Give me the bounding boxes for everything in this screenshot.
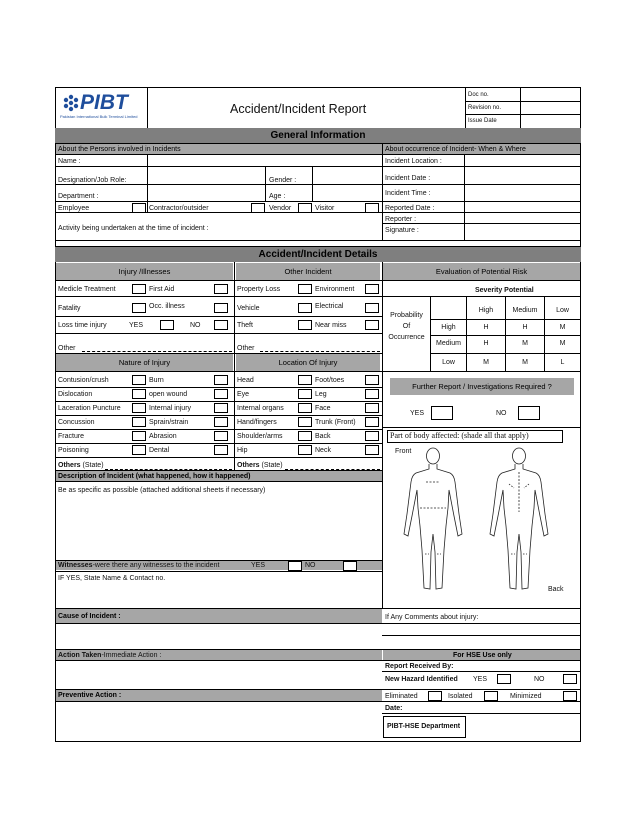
location-item-label: Hip [237, 447, 248, 454]
grid-row-divider [55, 401, 382, 402]
severity-col-medium: Medium [512, 307, 538, 314]
severity-col-low: Low [556, 307, 569, 314]
grid-row-divider [55, 443, 382, 444]
signature-field[interactable] [465, 224, 580, 239]
location2-item-label: Neck [315, 447, 331, 454]
property-loss-label: Property Loss [237, 286, 281, 293]
location2-item-checkbox[interactable] [365, 445, 379, 455]
witness-hint: IF YES, State Name & Contact no. [58, 575, 166, 582]
nature-item-checkbox[interactable] [132, 389, 146, 399]
isolated-checkbox[interactable] [484, 691, 498, 701]
loss-time-yes-checkbox[interactable] [160, 320, 174, 330]
fatality-label: Fatality [58, 305, 81, 312]
others-location-field[interactable] [285, 458, 380, 470]
department-field[interactable] [148, 185, 264, 201]
further-report-header: Further Report / Investigations Required ? [390, 378, 574, 395]
cause-header: Cause of Incident : [56, 609, 382, 623]
near-miss-label: Near miss [315, 322, 347, 329]
location2-item-checkbox[interactable] [365, 431, 379, 441]
near-miss-checkbox[interactable] [365, 320, 379, 330]
theft-checkbox[interactable] [298, 320, 312, 330]
preventive-field[interactable] [56, 702, 381, 741]
location2-item-label: Leg [315, 391, 327, 398]
nature2-item-label: Dental [149, 447, 170, 454]
location2-item-checkbox[interactable] [365, 403, 379, 413]
loss-time-label: Loss time injury [58, 322, 107, 329]
risk-cell: M [483, 359, 489, 366]
location2-item-label: Back [315, 433, 331, 440]
others-nature-label: Others (State) [58, 462, 104, 469]
revision-no-label: Revision no. [468, 105, 502, 111]
department-label: Department : [58, 193, 99, 200]
location2-item-label: Trunk (Front) [315, 419, 356, 426]
hazard-no-label: NO [534, 676, 545, 683]
nature2-item-label: open wound [149, 391, 188, 398]
gender-field[interactable] [313, 167, 381, 184]
other-injury-field[interactable] [82, 337, 232, 352]
medicle-treatment-checkbox[interactable] [132, 284, 146, 294]
date-label: Date: [385, 705, 403, 712]
others-nature-field[interactable] [105, 458, 232, 470]
location2-item-checkbox[interactable] [365, 375, 379, 385]
issue-date-field[interactable] [521, 115, 580, 127]
occ-illness-checkbox[interactable] [214, 303, 228, 313]
age-label: Age : [269, 193, 286, 200]
minimized-checkbox[interactable] [563, 691, 577, 701]
isolated-label: Isolated [448, 693, 473, 700]
nature2-item-checkbox[interactable] [214, 389, 228, 399]
risk-cell: L [560, 359, 565, 366]
minimized-label: Minimized [510, 693, 542, 700]
risk-cell: M [559, 324, 566, 331]
vehicle-checkbox[interactable] [298, 303, 312, 313]
general-info-bar: General Information [55, 128, 581, 143]
risk-cell: M [522, 340, 528, 347]
probability-line-3: Occurrence [388, 334, 425, 341]
risk-cell: H [522, 324, 528, 331]
severity-header: Severity Potential [475, 287, 534, 294]
body-diagram-title: Part of body affected: (shade all that apply) [390, 431, 529, 440]
location-item-checkbox[interactable] [298, 389, 312, 399]
persons-header: About the Persons involved in Incidents [56, 144, 382, 154]
comments-label: If Any Comments about injury: [385, 614, 479, 621]
witness-yes-checkbox[interactable] [288, 561, 302, 571]
activity-label: Activity being undertaken at the time of incident : [58, 225, 209, 232]
incident-date-field[interactable] [465, 167, 580, 184]
logo-text: PIBT [80, 91, 128, 114]
incident-location-label: Incident Location : [385, 158, 442, 165]
visitor-label: Visitor [315, 205, 335, 212]
injury-header: Injury /Illnesses [56, 263, 233, 280]
nature-item-label: Contusion/crush [58, 377, 109, 384]
signature-label: Signature : [385, 227, 419, 234]
nature-item-checkbox[interactable] [132, 403, 146, 413]
further-yes-label: YES [410, 410, 425, 417]
nature-item-label: Fracture [58, 433, 85, 440]
reporter-field[interactable] [465, 213, 580, 223]
incident-time-field[interactable] [465, 185, 580, 201]
witnesses-label: Witnesses-were there any witnesses to the incident [58, 562, 220, 569]
nature2-item-checkbox[interactable] [214, 445, 228, 455]
gender-label: Gender : [269, 177, 297, 184]
occ-illness-label: Occ. illness [149, 303, 185, 310]
incident-time-label: Incident Time : [385, 190, 431, 197]
nature-item-checkbox[interactable] [132, 445, 146, 455]
body-front-figure[interactable] [398, 442, 468, 594]
reported-date-field[interactable] [465, 202, 580, 212]
loss-time-no-checkbox[interactable] [214, 320, 228, 330]
prob-row-low: Low [442, 359, 455, 366]
designation-label: Designation/Job Role: [58, 177, 127, 184]
details-bar: Accident/Incident Details [55, 247, 581, 262]
logo-divider [147, 87, 148, 128]
nature2-item-checkbox[interactable] [214, 431, 228, 441]
description-hint: Be as specific as possible (attached additional sheets if necessary) [58, 487, 266, 494]
name-label: Name : [58, 158, 81, 165]
loss-time-yes: YES [129, 322, 144, 329]
eliminated-label: Eliminated [385, 693, 418, 700]
location2-item-label: Face [315, 405, 331, 412]
location-item-label: Head [237, 377, 254, 384]
nature2-item-label: Sprain/strain [149, 419, 189, 426]
hse-signature-field[interactable] [466, 716, 580, 740]
theft-label: Theft [237, 322, 253, 329]
prob-row-medium: Medium [436, 340, 461, 347]
reported-date-label: Reported Date : [385, 205, 435, 212]
environment-label: Environment [315, 286, 355, 293]
hazard-yes-label: YES [473, 676, 488, 683]
contractor-label: Contractor/outsider [149, 205, 209, 212]
electrical-label: Electrical [315, 303, 344, 310]
probability-line-1: Probability [390, 312, 423, 319]
others-location-label: Others (State) [237, 462, 283, 469]
electrical-checkbox[interactable] [365, 303, 379, 313]
preventive-header: Preventive Action : [56, 690, 382, 701]
report-received-label: Report Received By: [385, 663, 454, 670]
other-incident-label: Other [237, 345, 255, 352]
location-item-label: Shoulder/arms [237, 433, 283, 440]
action-label: Action Taken-Immediate Action : [58, 652, 162, 659]
risk-cell: M [522, 359, 528, 366]
action-field[interactable] [56, 661, 381, 689]
risk-cell: M [559, 340, 566, 347]
hazard-yes-checkbox[interactable] [497, 674, 511, 684]
location-header: Location Of Injury [236, 354, 380, 371]
prob-row-high: High [441, 324, 456, 331]
hazard-no-checkbox[interactable] [563, 674, 577, 684]
location-item-checkbox[interactable] [298, 445, 312, 455]
location-item-checkbox[interactable] [298, 403, 312, 413]
vendor-label: Vendor [269, 205, 292, 212]
nature2-item-checkbox[interactable] [214, 417, 228, 427]
witness-details-field[interactable] [56, 584, 381, 607]
environment-checkbox[interactable] [365, 284, 379, 294]
evaluation-header: Evaluation of Potential Risk [383, 263, 580, 280]
severity-col-high: High [478, 307, 494, 314]
eliminated-checkbox[interactable] [428, 691, 442, 701]
first-aid-label: First Aid [149, 286, 175, 293]
location-item-label: Eye [237, 391, 250, 398]
cause-field[interactable] [56, 624, 381, 648]
location-item-label: Internal organs [237, 405, 284, 412]
nature2-item-label: Abrasion [149, 433, 177, 440]
further-no-checkbox[interactable] [518, 406, 540, 420]
witness-no-checkbox[interactable] [343, 561, 357, 571]
incident-location-field[interactable] [465, 155, 580, 166]
employee-label: Employee [58, 205, 90, 212]
activity-field[interactable] [240, 214, 381, 239]
witness-no-label: NO [305, 562, 316, 569]
nature2-item-checkbox[interactable] [214, 375, 228, 385]
description-header: Description of Incident (what happened, how it happened) [56, 471, 382, 481]
reporter-label: Reporter : [385, 216, 417, 223]
location-item-checkbox[interactable] [298, 375, 312, 385]
nature2-item-label: Burn [149, 377, 164, 384]
logo-subtitle: Pakistan International Bulk Terminal Limited [60, 114, 138, 119]
nature-header: Nature of Injury [56, 354, 233, 371]
nature-item-checkbox[interactable] [132, 417, 146, 427]
location2-item-label: Foot/toes [315, 377, 345, 384]
name-field[interactable] [148, 155, 381, 166]
further-yes-checkbox[interactable] [431, 406, 453, 420]
vehicle-label: Vehicle [237, 305, 260, 312]
form-title: Accident/Incident Report [230, 102, 367, 116]
description-field[interactable] [56, 497, 381, 559]
property-loss-checkbox[interactable] [298, 284, 312, 294]
nature-item-checkbox[interactable] [132, 431, 146, 441]
location-item-label: Hand/fingers [237, 419, 277, 426]
other-incident-field[interactable] [260, 337, 380, 352]
nature-item-label: Poisoning [58, 447, 89, 454]
location2-item-checkbox[interactable] [365, 417, 379, 427]
hse-department-label: PIBT-HSE Department [387, 723, 461, 730]
incident-date-label: Incident Date : [385, 175, 431, 182]
location-item-checkbox[interactable] [298, 417, 312, 427]
location-item-checkbox[interactable] [298, 431, 312, 441]
probability-line-2: Of [402, 323, 411, 330]
nature-item-label: Laceration Puncture [58, 405, 121, 412]
doc-no-label: Doc no. [468, 92, 489, 98]
nature2-item-checkbox[interactable] [214, 403, 228, 413]
comments-field[interactable] [383, 624, 580, 648]
risk-cell: H [483, 324, 489, 331]
location2-item-checkbox[interactable] [365, 389, 379, 399]
hse-header: For HSE Use only [383, 650, 580, 660]
nature-item-label: Concussion [58, 419, 95, 426]
revision-no-field[interactable] [521, 102, 580, 114]
pibt-logo [58, 90, 144, 124]
issue-date-label: Issue Date [468, 118, 497, 124]
front-label: Front [395, 448, 412, 455]
new-hazard-label: New Hazard Identified [385, 676, 458, 683]
nature-item-checkbox[interactable] [132, 375, 146, 385]
doc-no-field[interactable] [521, 88, 580, 100]
body-back-figure[interactable] [484, 442, 554, 594]
nature-item-label: Dislocation [58, 391, 93, 398]
other-incident-header: Other Incident [236, 263, 380, 280]
designation-field[interactable] [148, 167, 264, 184]
loss-time-no: NO [190, 322, 201, 329]
grid-row-divider [55, 415, 382, 416]
grid-row-divider [55, 387, 382, 388]
grid-row-divider [55, 429, 382, 430]
risk-cell: H [483, 340, 489, 347]
logo-mark [64, 95, 78, 111]
fatality-checkbox[interactable] [132, 303, 146, 313]
age-field[interactable] [313, 185, 381, 201]
medicle-treatment-label: Medicle Treatment [58, 286, 116, 293]
witness-yes-label: YES [251, 562, 266, 569]
occurrence-header: About occurrence of Incident- When & Where [383, 144, 580, 154]
nature2-item-label: Internal injury [149, 405, 192, 412]
first-aid-checkbox[interactable] [214, 284, 228, 294]
further-no-label: NO [496, 410, 507, 417]
other-injury-label: Other [58, 345, 76, 352]
back-label: Back [548, 586, 564, 593]
